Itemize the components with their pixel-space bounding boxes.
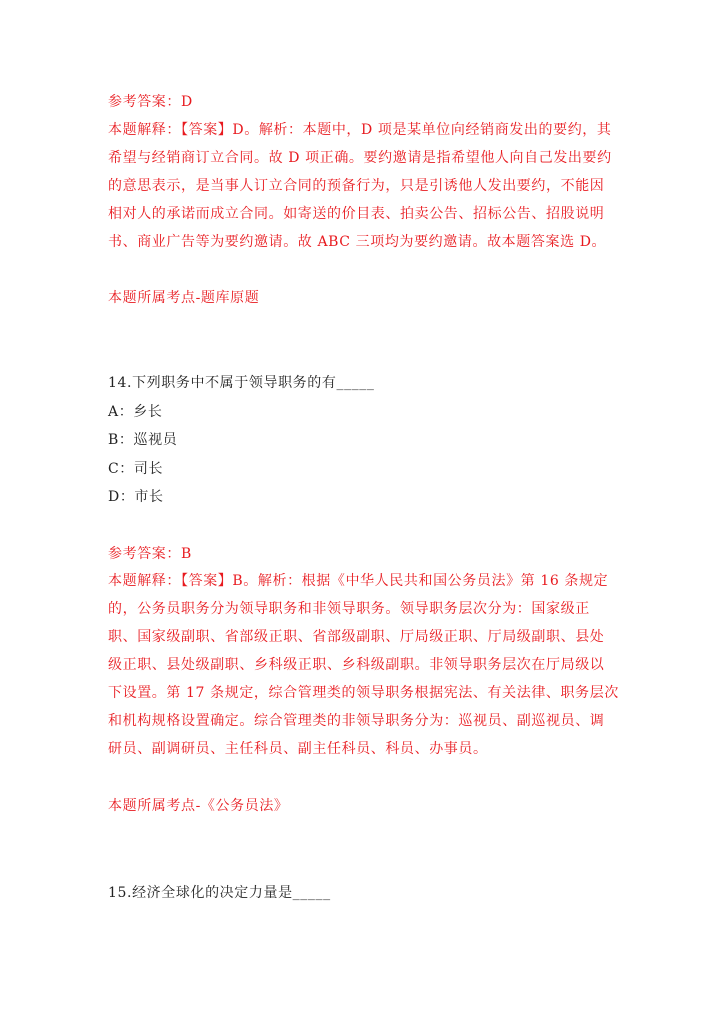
explanation-13-line-3: 的意思表示，是当事人订立合同的预备行为，只是引诱他人发出要约，不能因 [108, 178, 605, 194]
question-15-stem: 15.经济全球化的决定力量是_____ [108, 885, 331, 901]
question-14-stem: 14.下列职务中不属于领导职务的有_____ [108, 375, 375, 391]
explanation-14-line-5: 下设置。第 17 条规定，综合管理类的领导职务根据宪法、有关法律、职务层次 [108, 685, 619, 701]
explanation-14-line-2: 的，公务员职务分为领导职务和非领导职务。领导职务层次分为：国家级正 [108, 601, 590, 617]
explanation-14-line-1: 本题解释：【答案】B。解析：根据《中华人民共和国公务员法》第 16 条规定 [108, 573, 609, 589]
explanation-14-line-3: 职、国家级副职、省部级正职、省部级副职、厅局级正职、厅局级副职、县处 [108, 629, 605, 645]
question-14-option-a: A：乡长 [108, 404, 163, 420]
answer-14: 参考答案：B [108, 546, 192, 562]
question-14-option-d: D：市长 [108, 489, 164, 505]
explanation-13-line-1: 本题解释：【答案】D。解析：本题中，D 项是某单位向经销商发出的要约，其 [108, 122, 612, 138]
source-13: 本题所属考点-题库原题 [108, 290, 260, 306]
answer-13: 参考答案：D [108, 94, 193, 110]
question-14-option-c: C：司长 [108, 461, 164, 477]
explanation-13-line-5: 书、商业广告等为要约邀请。故 ABC 三项均为要约邀请。故本题答案选 D。 [108, 234, 607, 250]
explanation-14-line-7: 研员、副调研员、主任科员、副主任科员、科员、办事员。 [108, 741, 488, 757]
source-14: 本题所属考点-《公务员法》 [108, 798, 289, 814]
explanation-13-line-4: 相对人的承诺而成立合同。如寄送的价目表、拍卖公告、招标公告、招股说明 [108, 206, 605, 222]
explanation-13-line-2: 希望与经销商订立合同。故 D 项正确。要约邀请是指希望他人向自己发出要约 [108, 150, 612, 166]
explanation-14-line-6: 和机构规格设置确定。综合管理类的非领导职务分为：巡视员、副巡视员、调 [108, 713, 605, 729]
explanation-14-line-4: 级正职、县处级副职、乡科级正职、乡科级副职。非领导职务层次在厅局级以 [108, 657, 605, 673]
question-14-option-b: B：巡视员 [108, 432, 178, 448]
